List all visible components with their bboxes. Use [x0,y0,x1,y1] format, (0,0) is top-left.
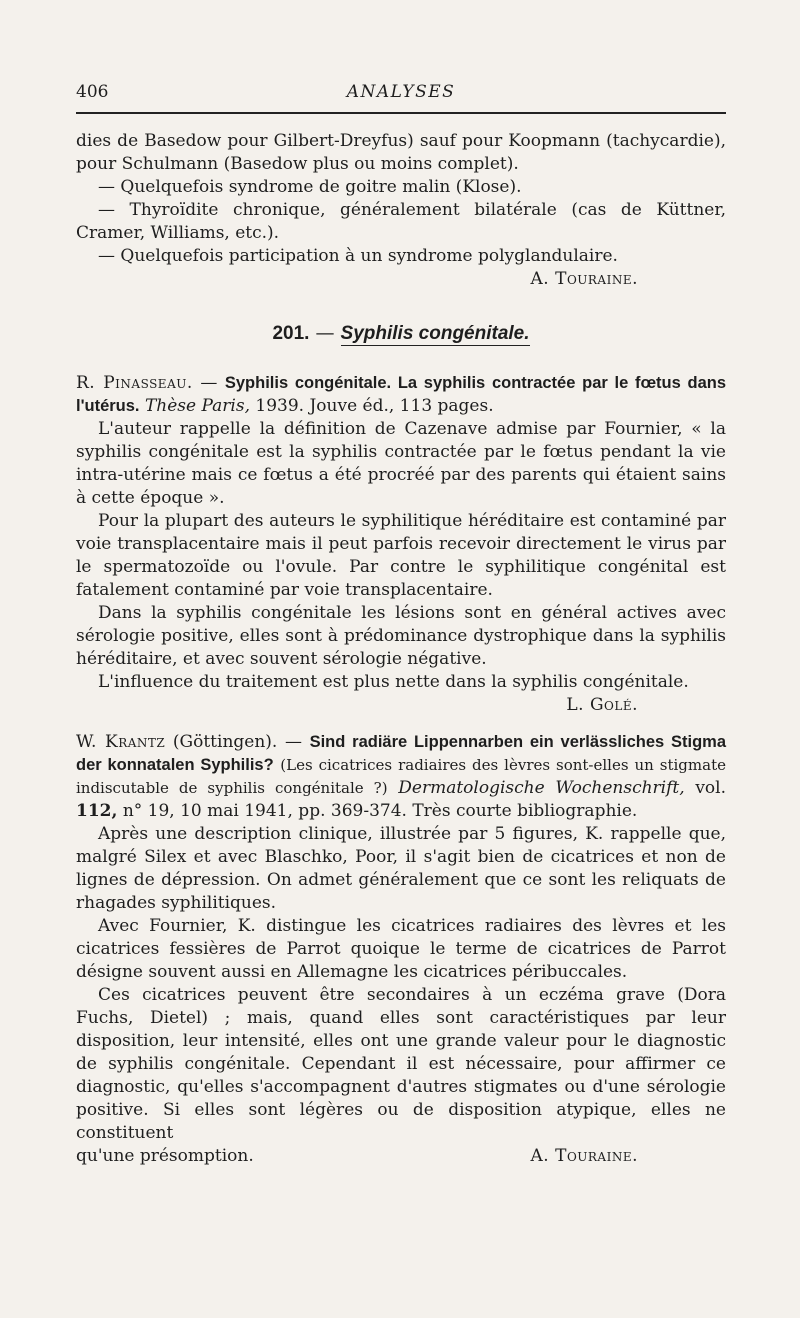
article-paragraph: Ces cicatrices peuvent être secondaires à un eczéma grave (Dora Fuchs, Dietel) ; mais, quand elles sont caractéristiques par leur disposition, leur intensité, elles ont une grande valeur pour le diagnostic de syphilis congénitale. Cependant il est nécessaire, pour affirmer ce diagnostic, qu'elles s'accompagnent d'autres stigmates ou d'une sérologie positive. Si elles sont légères ou de disposition atypique, elles ne constituent [76,985,726,1143]
reference-dash: — [284,732,302,752]
article-paragraph: Avec Fournier, K. distingue les cicatrices radiaires des lèvres et les cicatrices fessières de Parrot quoique le terme de cicatrices de Parrot désigne souvent aussi en Allemagne les cicatrices péribuccales. [76,916,726,982]
article-author-place: (Göttingen). [172,732,278,752]
section-heading [76,321,726,346]
article-krantz [76,731,726,1168]
list-item: — Thyroïdite chronique, généralement bilatérale (cas de Küttner, Cramer, Williams, etc.). [76,200,726,243]
continued-paragraph: dies de Basedow pour Gilbert-Dreyfus) sauf pour Koopmann (tachycardie), pour Schulmann (Basedow plus ou moins complet). [76,131,726,174]
article-issue-details: n° 19, 10 mai 1941, pp. 369-374. Très courte bibliographie. [122,801,638,821]
article-title: Sind radiäre Lippennarben ein verlässliches Stigma der konnatalen Syphilis? [76,733,726,774]
section-dash: — [315,322,335,344]
signature [76,268,726,291]
page-content [76,0,726,1168]
closing-text: qu'une présomption. [76,1146,254,1166]
signature [76,694,726,717]
article-reference [76,731,726,823]
running-title: ANALYSES [346,82,456,102]
article-title: Syphilis congénitale. La syphilis contractée par le fœtus dans l'utérus. [76,374,727,415]
article-paragraph: Après une description clinique, illustrée par 5 figures, K. rappelle que, malgré Silex et avec Blaschko, Poor, il s'agit bien de cicatrices et non de lignes de dépression. On admet généralement que ce sont les reliquats de rhagades syphilitiques. [76,824,726,913]
article-source: Thèse Paris, [144,396,250,416]
reference-dash: — [200,373,218,393]
spacer [76,717,726,731]
header-rule [76,112,726,114]
section-title: Syphilis congénitale. [340,323,530,344]
article-paragraph: L'auteur rappelle la définition de Cazenave admise par Fournier, « la syphilis congénitale est la syphilis contractée par le fœtus pendant la vie intra-utérine mais ce fœtus a été procréé par des parents qui étaient sains à cette époque ». [76,419,726,508]
article-translation: (Les cicatrices radiaires des lèvres sont-elles un stigmate indiscutable de syphilis congénitale ?) [76,756,726,797]
signature-name: L. Golé. [566,695,638,715]
signature-name: A. Touraine. [530,269,638,289]
article-journal: Dermatologische Wochenschrift, [398,778,685,798]
list-item: — Quelquefois participation à un syndrome polyglandulaire. [98,246,618,266]
article-author: R. Pinasseau. [76,373,193,393]
article-source-details: 1939. Jouve éd., 113 pages. [255,396,494,416]
article-paragraph: Dans la syphilis congénitale les lésions sont en général actives avec sérologie positive, elles sont à prédominance dystrophique dans la syphilis héréditaire, et avec souvent sérologie négative. [76,603,726,669]
article-volume-number: 112, [76,801,118,821]
section-number: 201. [272,323,310,344]
signature-name: A. Touraine. [530,1146,638,1166]
article-volume-label: vol. [695,778,726,798]
article-pinasseau [76,372,726,717]
article-author: W. Krantz [76,732,166,752]
page-number: 406 [76,82,109,102]
page-header [76,82,726,130]
article-reference [76,372,726,418]
article-paragraph: Pour la plupart des auteurs le syphilitique héréditaire est contaminé par voie transplacentaire mais il peut parfois recevoir directement le virus par le spermatozoïde ou l'ovule. Par contre le syphilitique congénital est fatalement contaminé par voie transplacentaire. [76,511,726,600]
closing-line [76,1145,726,1168]
article-paragraph: L'influence du traitement est plus nette dans la syphilis congénitale. [98,672,689,692]
continued-section [76,130,726,291]
list-item: — Quelquefois syndrome de goitre malin (Klose). [98,177,522,197]
